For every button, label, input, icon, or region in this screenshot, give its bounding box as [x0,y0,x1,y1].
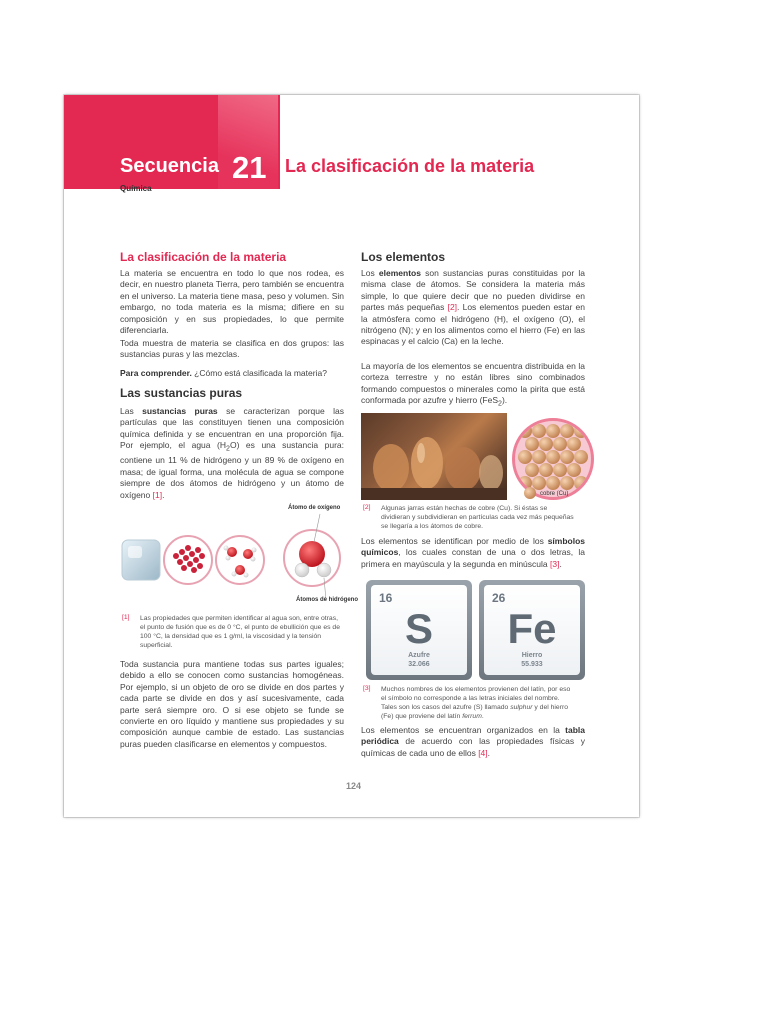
label-hydrogen-atoms: Átomos de hidrógeno [296,597,358,603]
term-elementos: elementos [378,268,421,278]
sequence-number: 21 [232,150,267,185]
text-span: ). [501,395,508,406]
paragraph-tabla-periodica [361,725,585,759]
paragraph-para-comprender [120,368,344,379]
tile-inner [484,585,580,675]
section-heading-sustancias-puras: Las sustancias puras [120,386,243,400]
text-span: Los elementos se identifican por medio de los [361,536,548,546]
text-span: Muchos nombres de los elementos provienen del latín, por eso el símbolo no corresponde a las letras iniciales del nombre. Tales son los casos del azufre (S) llamado [381,686,571,711]
element-tile-sulfur [366,580,472,680]
text-span: Los elementos se encuentran organizados en la [361,725,566,735]
section-heading-clasificacion: La clasificación de la materia [120,250,287,264]
copper-jars-photo [361,413,507,500]
paragraph-simbolos [361,536,585,570]
text-span: La mayoría de los elementos se encuentra distribuida en la corteza terrestre y no están libres sino combinados formando compuestos o minerales como la pirita que está conformada por azufre y hierro (FeS [361,361,585,406]
page-number: 124 [346,781,362,791]
label-oxygen-atom: Átomo de oxígeno [288,505,341,511]
section-heading-elementos: Los elementos [361,250,446,264]
page-title: La clasificación de la materia [285,156,535,176]
element-name: Hierro [521,652,543,659]
ice-cube-icon [122,540,160,580]
paragraph-sustancias-puras [120,406,344,501]
water-molecule-illustration [120,508,350,608]
element-symbol: Fe [507,605,557,652]
caption-water: Las propiedades que permiten identificar al agua son, entre otras, el punto de fusión que es de 0 °C, el punto de ebullición que es de 100 °C, la densidad que es 1 g/ml, la viscosidad y la tensión superficial. [140,615,340,649]
atomic-number: 16 [379,591,393,605]
label-copper: cobre (Cu) [540,491,569,497]
latin-term: ferrum [462,713,482,720]
term-sustancias-puras: sustancias puras [142,406,218,416]
text-span: y del hierro (Fe) que proviene del latín [381,704,569,720]
figure-ref-2: [2] [447,302,458,313]
figure-ref-3: [3] [550,558,560,569]
text-span: . Los elementos pueden estar en la atmósfera como el hidrógeno (H), el oxígeno (O), el nitrógeno (N); y en los alimentos como el hierro (Fe) en las espinacas y el calcio (Ca) en la leche. [361,302,585,347]
textbook-page [64,95,639,817]
subscript: 2 [226,444,230,453]
text-span: Las [120,406,143,416]
element-tile-iron [479,580,585,680]
element-name: Azufre [408,652,430,659]
paragraph-intro: La materia se encuentra en todo lo que nos rodea, es decir, en nuestro planeta Tierra, pero también se encuentra en el universo. La materia tiene masa, peso y volumen. Sin embargo, no toda materia es la misma; difiere en su composición y en sus propiedades, lo que permite diferenciarla. [120,268,344,336]
atomic-mass: 32.066 [408,661,430,668]
figure-ref-4: [4] [478,747,488,758]
text-span: . [162,489,165,500]
text-span: Los [361,268,379,278]
text-span: O) es una sustancia pura: contiene un 11 % de hidrógeno y un 89 % de oxígeno en masa; de igual forma, una molécula de agua se compone siempre de dos átomos de hidrógeno y un átomo de oxígeno [120,440,344,500]
text-span: de acuerdo con las propiedades físicas y químicas de cada uno de ellos [361,736,585,758]
caption-symbols [381,685,577,721]
figure-ref-1: [1] [152,489,163,500]
sequence-label: Secuencia [120,155,219,177]
text-span: . [559,558,562,569]
text-span: . [481,713,484,720]
atomic-mass: 55.933 [521,661,543,668]
subscript: 2 [498,399,502,408]
text-span: , los cuales constan de una o dos letras, la primera en mayúscula y la segunda en minúscula [361,547,585,569]
para-comprender-question: ¿Cómo está clasificada la materia? [191,368,327,378]
term-simbolos-quimicos: símbolos químicos [361,536,585,558]
caption-copper: Algunas jarras están hechas de cobre (Cu). Si éstas se dividieran y subdividieran en partículas cada vez más pequeñas se llegaría a los átomos de cobre. [381,505,574,530]
text-span: se caracterizan porque las partículas que las constituyen tienen una composición química definida y se encuentran en una proporción fija. Por ejemplo, el agua (H [120,406,344,451]
term-tabla-periodica: tabla periódica [361,725,585,747]
text-span: son sustancias puras constituidas por la misma clase de átomos. Se considera la materia más simple, lo que quiere decir que no pueden dividirse en partes más pequeñas [361,268,585,313]
atomic-number: 26 [492,591,506,605]
paragraph-grupos: Toda muestra de materia se clasifica en dos grupos: las sustancias puras y las mezclas. [120,338,344,360]
hydrogen-atom-icon [317,563,331,577]
latin-term: sulphur [510,704,533,711]
copper-atom-icon [523,486,537,500]
tile-inner [371,585,467,675]
paragraph-elementos [361,268,585,348]
subject-label: Química [120,184,152,193]
caption-number-3: [3] [363,685,371,692]
zoom-circle-2 [216,536,264,584]
paragraph-corteza [361,361,585,410]
paragraph-homogeneas: Toda sustancia pura mantiene todas sus partes iguales; debido a ello se conocen como sustancias homogéneas. Por ejemplo, si un objeto de oro se divide en dos partes y cada parte se divide en dos y así sucesivamente, cada parte será siempre oro. O si ese objeto se funde se convierte en oro líquido y mantiene sus propiedades y su composición aunque cambie de estado. Las sustancias puras pueden clasificarse en elementos y compuestos. [120,659,344,749]
caption-number-1: [1] [122,614,130,621]
text-span: . [487,747,491,758]
para-comprender-label: Para comprender. [120,368,192,378]
caption-number-2: [2] [363,504,371,511]
element-symbol: S [404,605,433,652]
hydrogen-atom-icon [295,563,309,577]
copper-jars-icon [361,413,507,500]
